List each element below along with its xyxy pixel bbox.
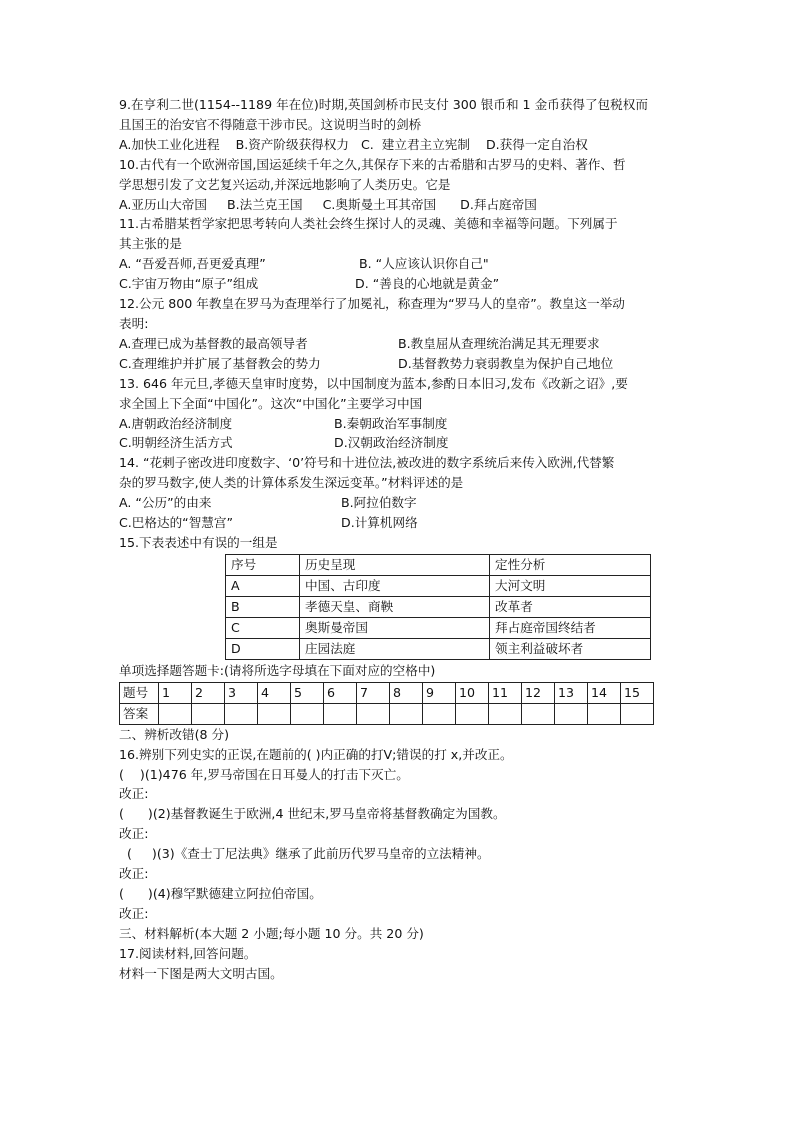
table-row xyxy=(226,617,651,638)
q15-stem: 15.下表表述中有误的一组是 xyxy=(119,534,278,550)
q11-option-b: B. “人应该认识你自己" xyxy=(359,256,489,272)
q13-option-a: A.唐朝政治经济制度 xyxy=(119,415,233,431)
q13-options-row1 xyxy=(119,414,681,434)
q17-material-1: 材料一下图是两大文明古国。 xyxy=(119,965,283,981)
question-number-cell: 14 xyxy=(588,682,621,703)
table-cell: 中国、古印度 xyxy=(300,575,490,596)
q12-stem-line1: 12.公元 800 年教皇在罗马为查理举行了加冕礼，称查理为“罗马人的皇帝”。教皇这一举动 xyxy=(119,296,625,312)
question-number-cell: 7 xyxy=(357,682,390,703)
answer-cell[interactable] xyxy=(225,703,258,724)
q11-stem-line2: 其主张的是 xyxy=(119,236,182,252)
q12-option-b: B.教皇屈从查理统治满足其无理要求 xyxy=(398,335,600,351)
question-number-cell: 8 xyxy=(390,682,423,703)
answer-cell[interactable] xyxy=(324,703,357,724)
exam-page xyxy=(119,95,681,984)
answer-cell[interactable] xyxy=(357,703,390,724)
q15-table xyxy=(225,554,651,660)
q16-item-4: ( )(4)穆罕默德建立阿拉伯帝国。 xyxy=(119,886,322,901)
q12-options-row1 xyxy=(119,334,681,354)
q11-option-d: D. “善良的心地就是黄金” xyxy=(355,276,500,292)
q17-stem: 17.阅读材料,回答问题。 xyxy=(119,945,257,961)
question-number-cell: 5 xyxy=(291,682,324,703)
q11-options-row1 xyxy=(119,254,681,274)
answer-cell[interactable] xyxy=(291,703,324,724)
q12-option-a: A.查理已成为基督教的最高领导者 xyxy=(119,335,308,351)
q9-options: A.加快工业化进程 B.资产阶级获得权力 C. 建立君主立宪制 D.获得一定自治权 xyxy=(119,136,588,152)
table-cell: 改革者 xyxy=(490,596,651,617)
question-10 xyxy=(119,155,681,215)
question-14 xyxy=(119,453,681,533)
question-number-cell: 3 xyxy=(225,682,258,703)
answer-cell[interactable] xyxy=(555,703,588,724)
q12-option-d: D.基督教势力衰弱教皇为保护自己地位 xyxy=(398,355,614,371)
answer-cell[interactable] xyxy=(423,703,456,724)
question-number-cell: 11 xyxy=(489,682,522,703)
table-header-row xyxy=(226,554,651,575)
table-cell: 拜占庭帝国终结者 xyxy=(490,617,651,638)
q9-stem-line2: 且国王的治安官不得随意干涉市民。这说明当时的剑桥 xyxy=(119,116,422,132)
answer-cell[interactable] xyxy=(192,703,225,724)
question-9 xyxy=(119,95,681,155)
answer-card-answer-row xyxy=(120,703,654,724)
question-number-cell: 9 xyxy=(423,682,456,703)
question-13 xyxy=(119,374,681,454)
answer-card-label-ans: 答案 xyxy=(120,703,159,724)
q16-fix-3: 改正: xyxy=(119,866,149,882)
table-header-cell: 历史呈现 xyxy=(300,554,490,575)
question-number-cell: 15 xyxy=(621,682,654,703)
answer-cell[interactable] xyxy=(456,703,489,724)
q16-item-2: ( )(2)基督教诞生于欧洲,4 世纪末,罗马皇帝将基督教确定为国教。 xyxy=(119,806,506,822)
q14-option-c: C.巴格达的“智慧宫” xyxy=(119,515,234,531)
q16-stem: 16.辨别下列史实的正误,在题前的( )内正确的打Ⅴ;错误的打 x,并改正。 xyxy=(119,746,513,762)
q14-option-a: A. “公历”的由来 xyxy=(119,495,212,511)
table-cell: D xyxy=(226,638,300,659)
q11-option-a: A. “吾爱吾师,吾更爱真理” xyxy=(119,256,266,272)
q13-stem-line2: 求全国上下全面“中国化”。这次“中国化”主要学习中国 xyxy=(119,395,423,411)
table-header-cell: 序号 xyxy=(226,554,300,575)
q9-stem-line1: 9.在亨利二世(1154--1189 年在位)时期,英国剑桥市民支付 300 银币和 1 金币获得了包税权而 xyxy=(119,97,648,112)
table-cell: 领主利益破坏者 xyxy=(490,638,651,659)
q10-stem-line2: 学思想引发了文艺复兴运动,并深远地影响了人类历史。它是 xyxy=(119,176,451,192)
answer-cell[interactable] xyxy=(390,703,423,724)
q11-stem-line1: 11.古希腊某哲学家把思考转向人类社会终生探讨人的灵魂、美德和幸福等问题。下列属于 xyxy=(119,216,618,232)
section-2 xyxy=(119,725,681,924)
answer-cell[interactable] xyxy=(258,703,291,724)
answer-cell[interactable] xyxy=(522,703,555,724)
section-2-title: 二、辨析改错(8 分) xyxy=(119,726,229,742)
table-cell: C xyxy=(226,617,300,638)
question-15 xyxy=(119,533,681,660)
q14-stem-line2: 杂的罗马数字,使人类的计算体系发生深远变革。”材料评述的是 xyxy=(119,475,464,491)
q16-item-1: ( )(1)476 年,罗马帝国在日耳曼人的打击下灭亡。 xyxy=(119,766,409,782)
table-cell: 庄园法庭 xyxy=(300,638,490,659)
q14-options-row1 xyxy=(119,493,681,513)
answer-card-number-row xyxy=(120,682,654,703)
answer-cell[interactable] xyxy=(588,703,621,724)
q13-option-d: D.汉朝政治经济制度 xyxy=(334,435,449,451)
table-row xyxy=(226,638,651,659)
table-header-cell: 定性分析 xyxy=(490,554,651,575)
answer-card xyxy=(119,661,681,725)
question-number-cell: 4 xyxy=(258,682,291,703)
q14-option-d: D.计算机网络 xyxy=(341,515,418,531)
q16-fix-2: 改正: xyxy=(119,826,149,842)
q10-options: A.亚历山大帝国 B.法兰克王国 C.奥斯曼土耳其帝国 D.拜占庭帝国 xyxy=(119,196,537,212)
question-number-cell: 13 xyxy=(555,682,588,703)
table-cell: A xyxy=(226,575,300,596)
section-3 xyxy=(119,924,681,984)
q13-option-b: B.秦朝政治军事制度 xyxy=(334,415,448,431)
question-number-cell: 2 xyxy=(192,682,225,703)
answer-card-table xyxy=(119,682,654,725)
q10-stem-line1: 10.古代有一个欧洲帝国,国运延续千年之久,其保存下来的古希腊和古罗马的史料、著作、哲 xyxy=(119,156,626,172)
table-cell: 奥斯曼帝国 xyxy=(300,617,490,638)
table-cell: 大河文明 xyxy=(490,575,651,596)
question-number-cell: 6 xyxy=(324,682,357,703)
q16-fix-1: 改正: xyxy=(119,786,149,802)
question-11 xyxy=(119,214,681,294)
q16-fix-4: 改正: xyxy=(119,905,149,921)
question-number-cell: 10 xyxy=(456,682,489,703)
q13-stem-line1: 13. 646 年元旦,孝德天皇审时度势，以中国制度为蓝本,参酌日本旧习,发布《改新之诏》,要 xyxy=(119,375,628,391)
q12-option-c: C.查理维护并扩展了基督教会的势力 xyxy=(119,355,321,371)
q14-options-row2 xyxy=(119,513,681,533)
q12-options-row2 xyxy=(119,354,681,374)
q12-stem-line2: 表明: xyxy=(119,315,149,331)
table-row xyxy=(226,596,651,617)
answer-card-label-num: 题号 xyxy=(120,682,159,703)
question-number-cell: 1 xyxy=(159,682,192,703)
q14-stem-line1: 14. “花剌子密改进印度数字、‘0’符号和十进位法,被改进的数字系统后来传入欧洲,代替繁 xyxy=(119,455,615,471)
q13-option-c: C.明朝经济生活方式 xyxy=(119,435,233,451)
q11-options-row2 xyxy=(119,274,681,294)
answer-card-title: 单项选择题答题卡:(请将所选字母填在下面对应的空格中) xyxy=(119,662,436,678)
table-cell: 孝德天皇、商鞅 xyxy=(300,596,490,617)
table-row xyxy=(226,575,651,596)
question-12 xyxy=(119,294,681,374)
q11-option-c: C.宇宙万物由“原子”组成 xyxy=(119,276,259,292)
q13-options-row2 xyxy=(119,433,681,453)
q16-item-3: ( )(3)《查士丁尼法典》继承了此前历代罗马皇帝的立法精神。 xyxy=(119,846,490,862)
table-cell: B xyxy=(226,596,300,617)
answer-cell[interactable] xyxy=(621,703,654,724)
answer-cell[interactable] xyxy=(489,703,522,724)
answer-cell[interactable] xyxy=(159,703,192,724)
section-3-title: 三、材料解析(本大题 2 小题;每小题 10 分。共 20 分) xyxy=(119,925,424,941)
q14-option-b: B.阿拉伯数字 xyxy=(341,495,417,511)
question-number-cell: 12 xyxy=(522,682,555,703)
